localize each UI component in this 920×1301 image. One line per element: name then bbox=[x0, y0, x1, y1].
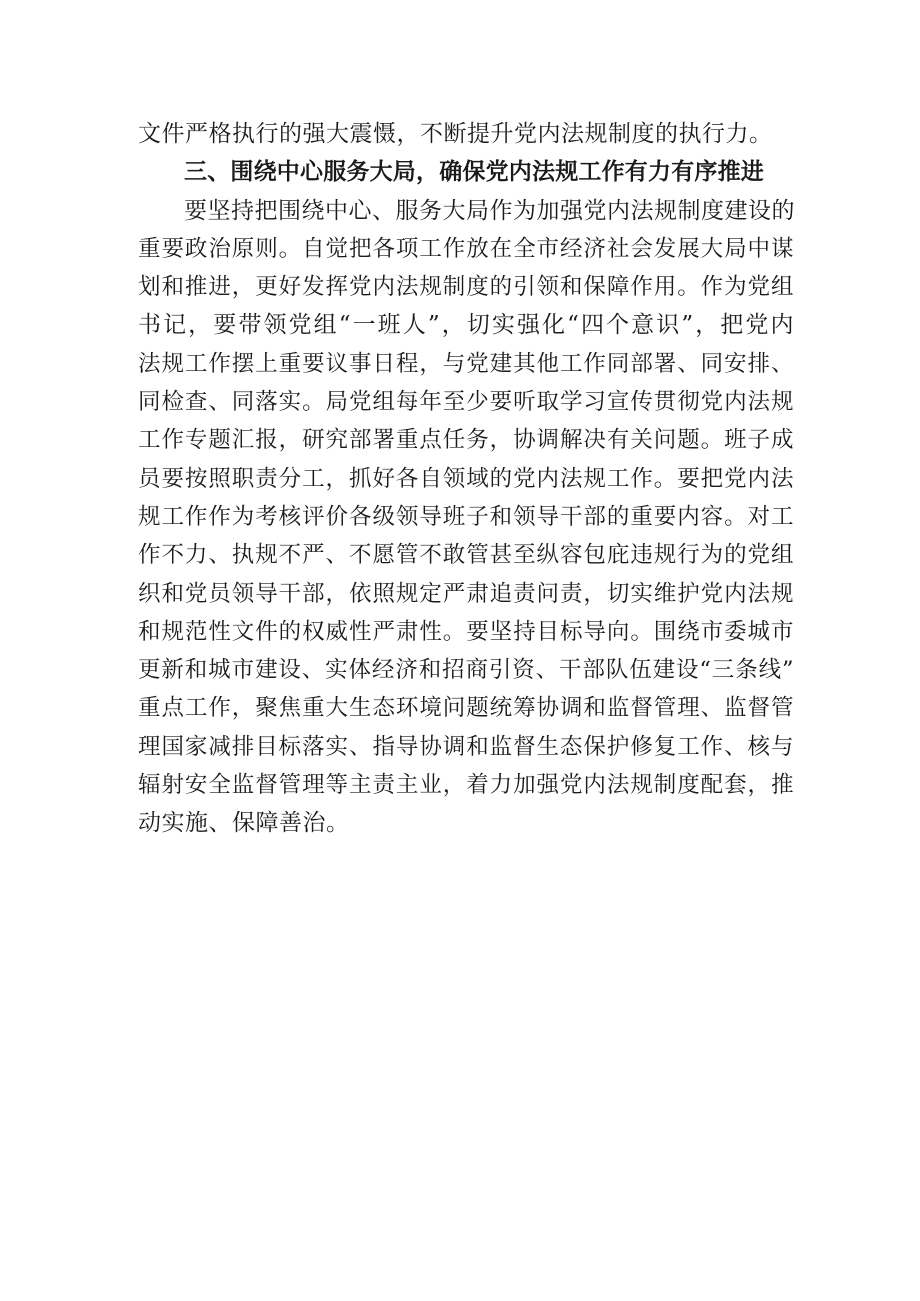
paragraph-line: 员要按照职责分工，抓好各自领域的党内法规工作。要把党内法 bbox=[138, 465, 794, 492]
paragraph-line: 法规工作摆上重要议事日程，与党建其他工作同部署、同安排、 bbox=[138, 350, 794, 377]
section-heading: 三、围绕中心服务大局，确保党内法规工作有力有序推进 bbox=[184, 159, 764, 186]
paragraph-line: 辐射安全监督管理等主责主业，着力加强党内法规制度配套，推 bbox=[138, 772, 794, 799]
paragraph-line: 和规范性文件的权威性严肃性。要坚持目标导向。围绕市委城市 bbox=[138, 618, 794, 645]
paragraph-line: 划和推进，更好发挥党内法规制度的引领和保障作用。作为党组 bbox=[138, 274, 794, 301]
paragraph-line: 同检查、同落实。局党组每年至少要听取学习宣传贯彻党内法规 bbox=[138, 389, 794, 416]
paragraph-line: 重要政治原则。自觉把各项工作放在全市经济社会发展大局中谋 bbox=[138, 235, 794, 262]
paragraph-line: 工作专题汇报，研究部署重点任务，协调解决有关问题。班子成 bbox=[138, 427, 794, 454]
paragraph-line: 重点工作，聚焦重大生态环境问题统筹协调和监督管理、监督管 bbox=[138, 695, 794, 722]
paragraph-line: 要坚持把围绕中心、服务大局作为加强党内法规制度建设的 bbox=[184, 197, 795, 224]
document-body bbox=[138, 115, 794, 843]
paragraph-line: 动实施、保障善治。 bbox=[138, 810, 350, 837]
paragraph-line: 作不力、执规不严、不愿管不敢管甚至纵容包庇违规行为的党组 bbox=[138, 542, 794, 569]
paragraph-line: 规工作作为考核评价各级领导班子和领导干部的重要内容。对工 bbox=[138, 503, 794, 530]
body-paragraph bbox=[138, 192, 794, 843]
paragraph-line: 理国家减排目标落实、指导协调和监督生态保护修复工作、核与 bbox=[138, 733, 794, 760]
lead-line: 文件严格执行的强大震慑，不断提升党内法规制度的执行力。 bbox=[138, 121, 773, 147]
paragraph-line: 更新和城市建设、实体经济和招商引资、干部队伍建设“三条线” bbox=[138, 657, 794, 684]
paragraph-line: 书记，要带领党组“一班人”，切实强化“四个意识”，把党内 bbox=[138, 312, 794, 339]
paragraph-line: 织和党员领导干部，依照规定严肃追责问责，切实维护党内法规 bbox=[138, 580, 794, 607]
